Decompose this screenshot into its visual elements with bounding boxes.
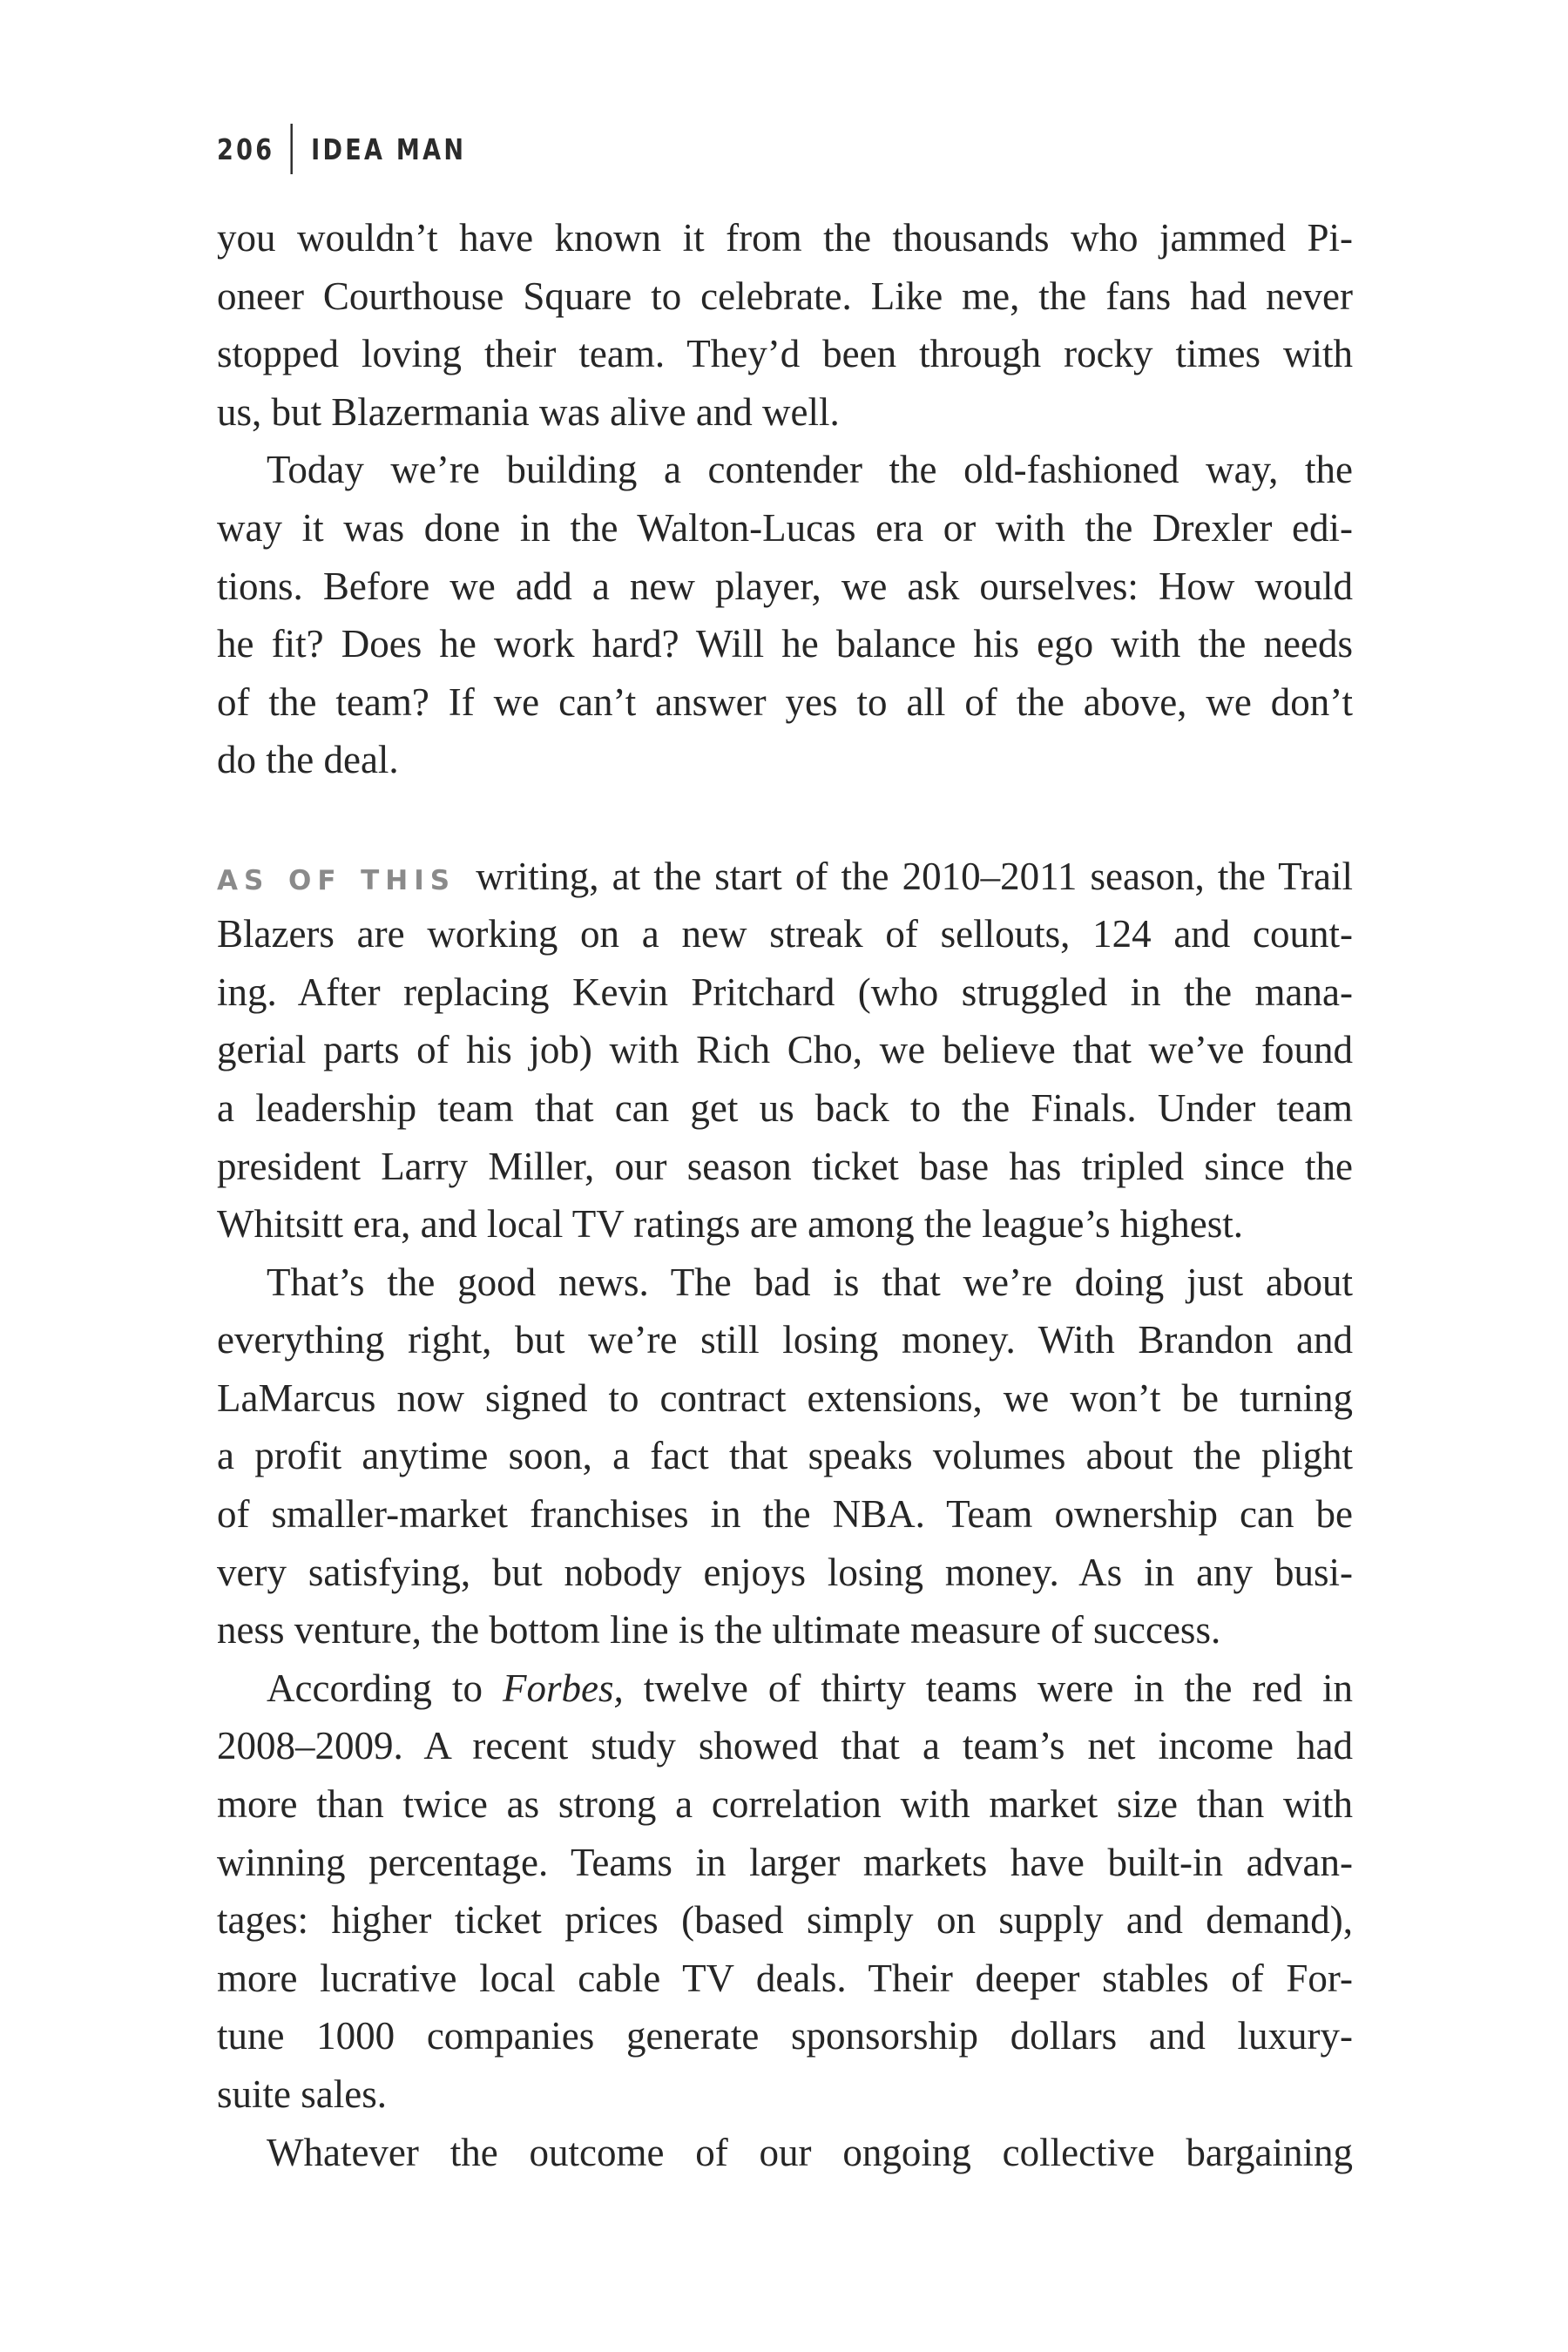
- section-lead-in: AS OF THIS: [217, 864, 456, 896]
- text-line: president Larry Miller, our season ticket base has tripled since the: [217, 1144, 1353, 1188]
- text-line: tages: higher ticket prices (based simply on supply and demand),: [217, 1898, 1353, 1943]
- text-line: stopped loving their team. They’d been through rocky times with: [217, 332, 1353, 376]
- text-run: According to: [267, 1666, 504, 1710]
- text-line: very satisfying, but nobody enjoys losing money. As in any busi-: [217, 1550, 1353, 1594]
- text-run: twelve of thirty teams were in the red in: [623, 1666, 1354, 1710]
- text-line: of smaller-market franchises in the NBA. Team ownership can be: [217, 1492, 1353, 1537]
- text-line: suite sales.: [217, 2072, 387, 2116]
- text-line: That’s the good news. The bad is that we’re doing just about: [267, 1260, 1353, 1304]
- page-number: 206: [217, 132, 275, 166]
- book-title: IDEA MAN: [311, 132, 467, 166]
- paragraph: [217, 2124, 1353, 2182]
- paragraph: [217, 848, 1353, 1254]
- text-line: tions. Before we add a new player, we ask ourselves: How would: [217, 564, 1353, 608]
- text-line: a leadership team that can get us back to the Finals. Under team: [217, 1085, 1353, 1130]
- text-line: everything right, but we’re still losing money. With Brandon and: [217, 1318, 1353, 1362]
- text-line-body: writing, at the start of the 2010–2011 season, the Trail: [476, 854, 1354, 898]
- running-head: [217, 124, 466, 174]
- text-line: LaMarcus now signed to contract extensions, we won’t be turning: [217, 1375, 1353, 1420]
- text-line: Whitsitt era, and local TV ratings are among the league’s highest.: [217, 1202, 1243, 1247]
- publication-title: Forbes,: [503, 1666, 624, 1710]
- text-line: you wouldn’t have known it from the thousands who jammed Pi-: [217, 216, 1353, 260]
- paragraph: [217, 441, 1353, 789]
- text-line: more lucrative local cable TV deals. Their deeper stables of For-: [217, 1956, 1353, 2000]
- text-line: ness venture, the bottom line is the ultimate measure of success.: [217, 1608, 1221, 1652]
- text-line: oneer Courthouse Square to celebrate. Like me, the fans had never: [217, 274, 1353, 318]
- text-line: a profit anytime soon, a fact that speaks volumes about the plight: [217, 1434, 1353, 1478]
- section-break: [217, 789, 1353, 848]
- body-text: [217, 209, 1353, 2181]
- text-line: he fit? Does he work hard? Will he balance his ego with the needs: [217, 622, 1353, 666]
- paragraph: [217, 1659, 1353, 2124]
- text-line: us, but Blazermania was alive and well.: [217, 389, 840, 434]
- text-line: tune 1000 companies generate sponsorship dollars and luxury-: [217, 2014, 1353, 2058]
- text-line: of the team? If we can’t answer yes to all of the above, we don’t: [217, 679, 1353, 724]
- text-line: Whatever the outcome of our ongoing collective bargaining: [267, 2130, 1353, 2174]
- text-line: gerial parts of his job) with Rich Cho, we believe that we’ve found: [217, 1028, 1353, 1072]
- text-line: more than twice as strong a correlation with market size than with: [217, 1782, 1353, 1827]
- text-line: way it was done in the Walton-Lucas era or with the Drexler edi-: [217, 505, 1353, 550]
- paragraph: [217, 209, 1353, 441]
- text-line: Blazers are working on a new streak of sellouts, 124 and count-: [217, 912, 1353, 956]
- text-line: do the deal.: [217, 738, 399, 782]
- text-line: 2008–2009. A recent study showed that a team’s net income had: [217, 1724, 1353, 1768]
- text-line: ing. After replacing Kevin Pritchard (who struggled in the mana-: [217, 970, 1353, 1014]
- text-line: Today we’re building a contender the old-fashioned way, the: [267, 448, 1353, 492]
- text-line: [217, 848, 1353, 906]
- text-line: winning percentage. Teams in larger markets have built-in advan-: [217, 1840, 1353, 1884]
- header-divider: [290, 124, 292, 174]
- text-line: [217, 1659, 1353, 1718]
- paragraph: [217, 1254, 1353, 1659]
